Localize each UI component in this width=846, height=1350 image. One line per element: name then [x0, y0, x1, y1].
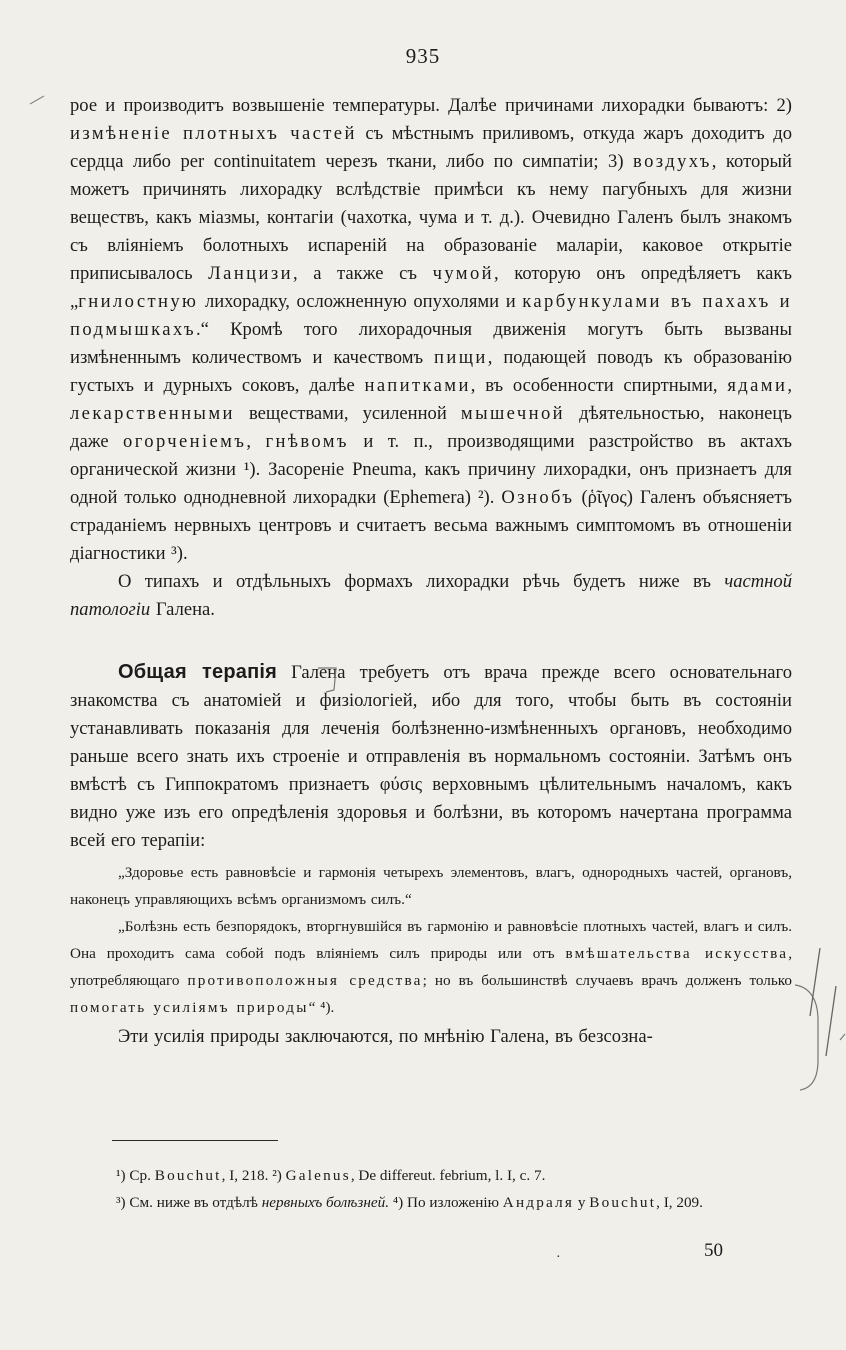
text-run: съ мѣстнымъ приливомъ, откуда жаръ доходитъ до сердца либо per continuitatem черезъ ткани, либо по симпатіи; 3) [70, 123, 792, 172]
spaced-term: карбункулами въ пахахъ и подмышкахъ [70, 291, 792, 340]
spaced-term: лекарственными [70, 403, 235, 424]
spaced-term: Ознобъ [501, 487, 575, 508]
spaced-term: пищи [434, 347, 488, 368]
margin-bracket-right [795, 985, 818, 1090]
text-run: , который можетъ причинять лихорадку вслѣдствіе примѣси къ нему пагубныхъ для жизни веществъ, какъ міазмы, контагіи (чахотка, чума и т. д.). Очевидно Галенъ былъ знакомъ съ вліяніемъ болотныхъ испареній на образованіе маларіи, каковое открытіе приписывалось [70, 151, 792, 284]
spaced-term: напитками [364, 375, 471, 396]
spaced-term: помогать усиліямъ природы [70, 999, 309, 1016]
spaced-term: гнѣвомъ [265, 431, 349, 452]
text-run: „Болѣзнь есть безпорядокъ, вторгнувшійся въ гармонію и равновѣсіе плотныхъ частей, влагъ и силъ. Она проходитъ сама собой подъ вліяніемъ силъ природы или отъ [70, 918, 792, 962]
spaced-term: воздухъ [633, 151, 712, 172]
text-run: лихорадку, осложненную опухолями и [198, 291, 523, 312]
text-run: , которую онъ опредѣляетъ какъ „ [70, 263, 792, 312]
text-run: , [787, 375, 792, 396]
spaced-term: Galenus [285, 1167, 351, 1184]
text-run: “ ⁴). [308, 999, 335, 1016]
text-run: , подающей поводъ къ образованію густыхъ и дурныхъ соковъ, далѣе [70, 347, 792, 396]
stray-dot: · [556, 1250, 561, 1265]
italic-term: частной патологіи [70, 571, 792, 620]
text-run: веществами, усиленной [234, 403, 461, 424]
italic-term: нервныхъ болѣзней. [261, 1194, 390, 1211]
spaced-term: Bouchut [154, 1167, 222, 1184]
bracket-after-galena [318, 668, 336, 692]
text-run: ¹) Cp. [116, 1167, 155, 1184]
spaced-term: Ланцизи [208, 263, 293, 284]
text-run: О типахъ и отдѣльныхъ формахъ лихорадки рѣчь будетъ ниже въ [118, 571, 725, 592]
text-run: и т. п., производящими разстройство въ актахъ органической жизни ¹). Засореніе Pneuma, какъ причину лихорадки, онъ признаетъ для одной только однодневной лихорадки (Ephemera) ²). [70, 431, 792, 508]
margin-stroke-a [810, 948, 820, 1016]
text-run: рое и производитъ возвышеніе температуры. Далѣе причинами лихорадки бываютъ: 2) [70, 95, 792, 116]
spaced-term: противоположныя средства [187, 972, 423, 989]
text-run: ⁴) По изложенію [389, 1194, 503, 1211]
section-heading: Общая терапія [118, 661, 277, 683]
spaced-term: гнилостную [78, 291, 199, 312]
text-run: , [246, 431, 266, 452]
margin-tick [840, 1034, 845, 1040]
text-run: Галена требуетъ отъ врача прежде всего основательнаго знакомства съ анатоміей и физіологіей, ибо для того, чтобы быть въ состояніи устанавливать показанія для леченія болѣзненно-измѣненныхъ органовъ, необходимо раньше всего знать ихъ строеніе и отправленія въ нормальномъ состояніи. Затѣмъ онъ вмѣстѣ съ Гиппократомъ признаетъ [70, 662, 792, 795]
spaced-term: Bouchut [589, 1194, 657, 1211]
quote-health: „Здоровье есть равновѣсіе и гармонія четырехъ элементовъ, влагъ, однородныхъ частей, органовъ, наконецъ управляющихъ всѣмъ организмомъ силъ.“ [70, 864, 792, 908]
page-number: 935 [405, 44, 441, 68]
text-run: .“ Кромѣ того лихорадочныя движенія могутъ быть вызваны измѣненнымъ количествомъ и качествомъ [70, 319, 792, 368]
text-run: , употребляющаго [70, 945, 792, 989]
spaced-term: измѣненіе плотныхъ частей [70, 123, 357, 144]
spaced-term: ядами [727, 375, 788, 396]
greek-term: φύσις [379, 774, 423, 795]
spaced-term: вмѣшательства искусства [565, 945, 789, 962]
spaced-term: Андраля [502, 1194, 575, 1211]
paragraph-nature-efforts: Эти усилія природы заключаются, по мнѣнію Галена, въ безсозна- [118, 1026, 653, 1047]
spaced-term: огорченіемъ [123, 431, 247, 452]
text-run: верховнымъ цѣлительнымъ началомъ, какъ видно уже изъ его опредѣленія здоровья и болѣзни, въ которомъ начертана программа всей его терапіи: [70, 774, 792, 851]
text-run: Галена. [150, 599, 215, 620]
text-run: , I, 209. [656, 1194, 703, 1211]
text-run: у [574, 1194, 590, 1211]
spaced-term: мышечной [460, 403, 566, 424]
text-run: , въ особенности спиртными, [470, 375, 728, 396]
text-run: ; но въ большинствѣ случаевъ врачъ долженъ только [422, 972, 792, 989]
text-run: дѣятельностью, наконецъ даже [70, 403, 792, 452]
text-run: , De differeut. febrium, l. I, c. 7. [350, 1167, 546, 1184]
text-run: (ῥῖγος) Галенъ объясняетъ страданіемъ нервныхъ центровъ и считаетъ весьма важнымъ симптомомъ въ отношеніи діагностики ³). [70, 487, 793, 564]
margin-stroke-b [826, 986, 836, 1056]
text-run: , а также съ [292, 263, 433, 284]
margin-slash-top [30, 96, 44, 104]
spaced-term: чумой [432, 263, 494, 284]
text-run: ³) См. ниже въ отдѣлѣ [116, 1194, 262, 1211]
printer-signature: 50 [704, 1240, 723, 1261]
text-run: , I, 218. ²) [221, 1167, 286, 1184]
